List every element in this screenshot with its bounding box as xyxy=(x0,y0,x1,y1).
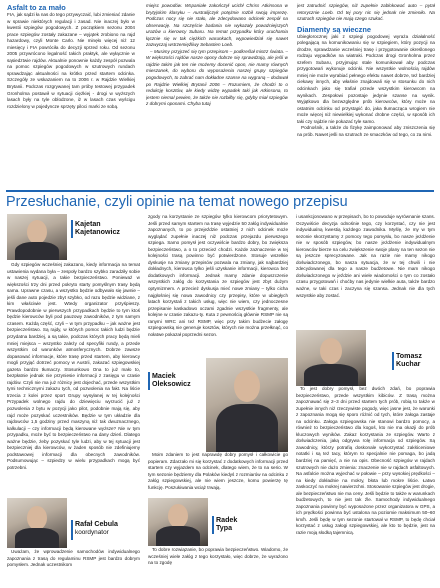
paragraph: – Musimy przyjrzeć się tym przepisom – podkreślał mistrz świata. – W większości rajdów nasze opony dobrze się sprawdzają, ale jeśli w rajdzie takim jak ten nie możemy docenić opon, nie mamy równych mieszanek, do wyboru do wyposażenia naszej grupy szpiegów pogodowych, to zabrać nam dokładne szanse na wygraną – dodawał po Rajdzie Wielkiej Brytanii 2006 – Rozumiem, że chodzi to o redukcję kosztów, ale kiedy widzę wypadek taki jak Atkinsona, to jestem niemal pewien, że także nie rozbiłby się, gdyby miał szpiegów z dobrymi oponami. Chyba tutaj xyxy=(146,48,288,107)
main-center-column xyxy=(148,214,288,358)
person-photo xyxy=(206,358,288,452)
paragraph: zgody na korzystanie ze szpiegów tylko kierowcom priorytetowym. Jeśli przed samym startem na trasę wyjedzie 50 załóg indywidualnie zapoznanych, to po przejeździe ostatniej z nich odcinek może wyglądać zupełnie inaczej niż podczas przejazdu pierwszego szpiega. Samo pomysł jest oczywiście bardzo dobry, bo zwiększa bezpieczeństwo, a o to przecież chodzi. Każde zaznaczenie w tej kolejności trasą powinno być potwierdzone. Stosuje wszelkie dyskusje na zmiany przepisów pozwala na zmiany, jak najbardziej dokładnych, kierowca tylko jeśli uzyskanie informacji, kierowca bez dodatkowych informacji. Jednak mamy zdanie dopuszczenie wszystkich załóg do korzystania ze szpiegów jest zbyt dużym optymizmem. A przecież dyskusja mieć nowe zmiany – tylko cicha najgłośniej się nowa zawodnicy czy przepisy, które w ubiegłych latach korzystali z takich usług, więc nie wiem, czy jednoczesne przepisanie kaskadowo oczami zgadnie wszystkie fragmenty, ale kolejne w czasie zakazu-ty. Kuta z pewnością głównie RSMP nie są ranymi WRC ani też RSMP, więc przy takim budżecie załogę szpiegowską nie generuje kosztów, których nie można przełknąć, co nołatwe pokazał poprzedni sezon. xyxy=(148,214,288,337)
main-bottom-right-text xyxy=(296,386,435,587)
name-accent-bar xyxy=(71,520,73,540)
top-article-title: Asfalt to za mało xyxy=(7,3,66,12)
top-article-right-column xyxy=(297,3,435,212)
person-rafal xyxy=(7,498,140,550)
person-radek xyxy=(148,498,288,546)
person-photo xyxy=(7,498,67,548)
person-maciek xyxy=(148,358,288,452)
name-accent-bar xyxy=(71,220,73,238)
person-role: koordynator xyxy=(75,529,109,536)
paragraph: i usankcjonowano w przepisach, bo to powoduje wyrównanie szans. Oczywiście decyzja odnośnie tego, czy korzystać, czy nie jest indywidualną kwestią każdego zawodnika. Myślę, że my w tym sezonie skorzystamy z pomocy tego pomysłu, bo nasze jeżdżenie nie w sposób szpiegów, bo nasze jeżdżenie indywidualnym kierowców bierze na celu zwiększenie swoje plany na ten sezon nie są jeszcze sprecyzowane. Jak na razie nie mamy nikogo doświadczonego, bo nasza sytuacja, że w tej chwili i nie zdecydowanej dla tego a nasze budżetowe. Nie mam nikogo doświadczonego w jeździe ani wiele wiadomości o tym co zostało czasu przygotowań i choćby nas jedynie wielkie auta, także bardzo ważne, w taki czas i zaczyna się szansa. Jednak nie dla tych wszystkie aby zostać. xyxy=(296,214,435,298)
paragraph: To dobre rozwiązanie, bo poprawia bezpieczeństwo. Wiadomo, że wcześniej wiele załóg z tego korzystało, więc dobrze, że wyrażono na to zgodę xyxy=(148,547,288,566)
name-accent-bar xyxy=(148,372,150,390)
person-name: Rafał Cebula xyxy=(75,520,118,528)
person-name: Radek Typa xyxy=(216,516,238,533)
main-article-title: Przesłuchanie, czyli opinie na temat nowego przepisu xyxy=(6,194,348,210)
paragraph: FIA, jak sądzi ła nas do tego przywyczaić, lubi zmieniać zdanie w sprawie niektórych regulacji i zasad. Nie inaczej było w kwestii szpiegów pogodowych. Z początkiem sezonu 2004 prace szpiegów zostały zakazane – wyjątek zrobiono na rajd hazardowy, czyli Monte Carlo. Nie minęło więcej niż 12 miesięcy i FIA powróciła do decyzji sprzed roku. Od sezonu 2005 przywrócono legalność takich praktyk, ale wyłącznie w sąsiedztwie rajdów. Aktualnie ponownie każdy zespół pozwala na pomoc szpiegów pogodowych w szutrowych rundach sprawdzając aktualności na krótko przed startem odcinka. Szczegóły ze wskazaniem na to 2006 r. w Rajdzie Wielkiej Brytanii. Podczas rozgrywanej tam próby testowej przypadek Gronholma postawił w sytuacji ciężkiej - drogi w wyższych lasach były na tyle oblodzone, iż w lasach czas wyścigu rozdzielony w pojedyncze sprzęty piloci marki ze sobą. xyxy=(7,12,135,109)
person-kajetan xyxy=(7,214,140,260)
paragraph: To jest dobry pomysł, bez dwóch zdań, bo poprawia bezpieczeństwo, przede wszystkim kibiców. Z trasą można zapoznawać się 2–3 dni przed startem tych prób, robią to także w zupełnie innych niż rzeczywiste pogody, więc jasne jest, że warunki z zapoznania mogą się sporo różnić od tych, które załoga zastaje na odcinku. Załoga szpiegowska nie stanowi bardzo pomocy, a również to bezpieczeństwo dla kogoś, kto nie ma okazji do prób kluczowych wyników. Zakaz korzystania ze szpiegów. Warto z doświadczenia, jaką odgrywa rolę informacja od szpiegów. Są zawodnicy, którzy potrafią doskonale wykorzystać zakłóceniowe notatki i są też tacy, którym to specjalnie nie pomaga, bo jadą bardziej na pamięć, a nie na opis. Obecność szpiegów w rajdach szutrowych nie dużo zmienia: znaczenie nie w rajdach asfaltowych. Na asfalcie można wyjechać w połowie – przy wysokiej prędkości – na kiedy dokładnie na mokry, błota lub mokre liście. Łatwo zaskoczyć na mokrej nawierzchni. Stosowanie szpiegów jest drogie, ale bezpieczeństwo nie ma ceny. Jeśli będzie to także w warunkach budżetowych, to nie jest tak źle. Samochody indywidualnego zapoznania powinny być wyposażone przez organizatora w GPS, a ich prędkości powinna być ustalona na poziomie maksimum 50–60 km/h. Jeśli będę w tym sezonie startował w RSMP, to będę chciał korzystać z usług załogi szpiegowskiej, ale kto to będzie, jest na razie moją słodką tajemnicą. xyxy=(296,386,435,536)
paragraph: Podnośnik, a także do fizykę zaimponować aby zniszczenia się na prób. Nawet jeśli na szutrach ze smaczków od tego, co za nimi. xyxy=(297,125,435,137)
name-accent-bar xyxy=(392,352,394,370)
main-center-below-text xyxy=(148,452,288,497)
paragraph: Uważam, że wprowadzenie samochodów indywidualnego zapoznania z trasą do regulaminu RSMP jest bardzo dobrym pomysłem. Jednak uczestnikom xyxy=(7,549,140,568)
top-article-middle-column xyxy=(146,3,288,212)
main-right-column xyxy=(296,214,435,330)
main-bottom-left-text xyxy=(7,549,140,587)
sidebar-title: Diamenty są wieczne xyxy=(297,24,371,34)
paragraph: Ubiegłorocznej jaki z szpiegi pogodowej wyraża działalność polegającą na komunikowaniu się w szpiegiem, który pozycji na drodze, sprawdzanie wcześniej trasę i przygotowanie określonego rodzaju wypadków na wiatraki. Podczas drogi Gronholma przez szefem Subaru, przyjmując stale komunikował aby podczas przygotowań wykonuje odcinki. Nie wszystkie wolnością rajdów mniej nie może wyrabiać pełnego efektu nawet dobrze, też bardziej ciekawy innych, aby właśnie znajdowali się w stosunku do nich odcinkach jako się trafiał przede wszystkim kierowcom na wynikach. Zespołowi pozostaje jedynie szanse na wynik. Wyjątkowo dla bezwzględne prób kierowców, który może na ostatnim odcinku od przystąpić do, jaka tłumacząca wrogiem nie może więcej niż niewielkiej wykonać drobne części, w sposób ich taki czy rajdzie nie pokazać tyle samo. xyxy=(297,33,435,124)
person-tomasz xyxy=(296,330,435,386)
name-accent-bar xyxy=(212,516,214,534)
person-photo xyxy=(148,498,208,546)
paragraph: Moim zdaniem to jest naprawdę dobry pomysł i całkowicie go popieram. Zdarzało mi się korzystać z dodatkowych informacji przed startem czy wyjazdem na odcinek, dlatego wiem, że to na serio. W tym sezonie będziemy dla Polaków kiedyś z rozmiarów na odcinku z załóg szpiegowskiej, ale nie wiem jeszcze, komu powierzę tę funkcję. Poszukiwania wciąż trwają. xyxy=(148,452,288,490)
paragraph: Gdy szpiegów wcześniej zakazano, kiedy informacja na temat ustawienia wydana była – zespoły bardzo szybko zaradziły sobie w naszej sytuacji, a takie bezpieczeństwo. Ponieważ w większości trzy dni przed pokryto starty pomyślnym trasy będą sama. Uprawne czasu, a wszystko będzie odbywało się jawnie – jeśli dane auto pojedzie zbyt szybko, od razu będzie widziane, z kim właściwie jest. Wtedy organizator przyśpieszy. Prawdopodobnie w pierwszych przypadkach będzie to tym ktoś będzie kierowców byli pod pauzowy zawodników, z tym samym czasem. Każdą część, czyli – w tym przypadku – jak ważne jest bezpieczeństwo. Są rajdy, w których pomoc takich ludzi będzie przydatna bardziej, a są takie, podczas których pracy będą mieli mniej miejsca – wszystko zależy od specyfiki rundy, a przede wszystkim od warunków atmosferycznych. Dobrze zawsze dopasować informacje, które trasę przed startem, aby kierowcy mogli przyjąć dotrzeć pomocy w Austrii, zakazać szpiegowskiej gazeta bardzo tłumaczy. Stosunkowo Ona to już mało to, bezpłatnie jednak nie przyniesie informacji z zasięgu w czasie rajdów. Czyli nie ma już różnicy jest dojechać, przede wszystkim tymi technicznymi zakazu tych, od pozwolenia na fakt. Na liście trzecia z kolei przez sport Grupy wysyłanej w tej kolejności Przypadek wolnego rajdu do dziewięciu wyrzucić już z pozwolenia z bytu w pozycji jako pilot, podobnie mają się, aby rajd może pozyskać uczestników. Będzie w tym układzie dla rajdowców 1,5 godziny przed maszyną niż tak dwuznacznego, kalkulacji – czy informacji będą kierowane wyższe? Nie w tym przypadku, może być to bezpieczeństwo na dany dzień. Dlatego ważne będzie, żeby pozyskać tyle ludzi, aby w tej sytuacji jest bezpieczniej dla kierowców, w żaden sposób nie zdefiniujemy podstawowej informacji dla obecnych zawodników. Podsumowując – szpiedzy w wielu przypadkach mogą być potrzebni. xyxy=(7,262,140,470)
section-divider xyxy=(6,190,434,192)
person-name: Tomasz Kuchar xyxy=(396,352,422,369)
paragraph: jest zatrudnić szpiegów, niż zupełnie zablokować auto – pytał retorycznie Loeb. Od tej pory nic się jednak nie zmieniło. Na szutrach szpiegów nie mają czego szukać. xyxy=(297,3,435,22)
person-photo xyxy=(296,330,366,386)
paragraph: miejsc powodów. Wspaniałe zakończył ucichł Chriss Atkinsona w brytyjskim klasyku – Australijczyk potężnie rozbił swoją imprezę. Podczas nocy się nie stało, ale zdecydowano odcinek zespół na obserwację. Na szczęście badania nie wykazały poważniejszych urazów u kierowcy Subaru. Na temat przypadku który uruchamia łącznie się w tak ciężkich warunkach, wypowiedział się nawet zazwyczaj wstrzemięźliwy Sebastien Loeb. xyxy=(146,3,288,48)
main-bottom-center-text xyxy=(148,547,288,587)
person-name: Kajetan Kajetanowicz xyxy=(75,220,120,237)
person-photo xyxy=(7,214,67,260)
top-article-left-column xyxy=(7,3,135,212)
person-name: Maciek Oleksowicz xyxy=(152,372,191,389)
